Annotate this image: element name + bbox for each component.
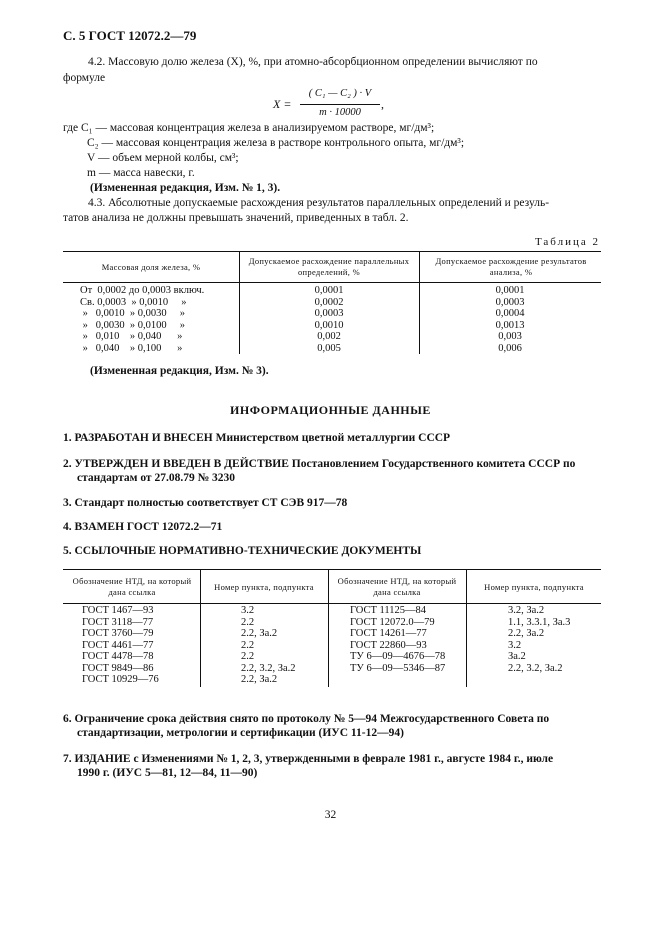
table2-col-parallel: 0,0001 0,0002 0,0003 0,0010 0,002 0,005	[314, 285, 344, 354]
ref-table-vline-6	[466, 603, 467, 687]
ref-table-col-3: ГОСТ 11125—84 ГОСТ 12072.0—79 ГОСТ 14261—77 ГОСТ 22860—93 ТУ 6—09—4676—78 ТУ 6—09—5346—87	[350, 605, 446, 674]
info-item-2-line1: 2. УТВЕРЖДЕН И ВВЕДЕН В ДЕЙСТВИЕ Постановлением Государственного комитета СССР по	[63, 458, 576, 470]
table2-header-mass-fraction: Массовая доля железа, %	[101, 262, 201, 272]
formula-denominator: m · 10000	[319, 107, 361, 118]
info-item-7-line1: 7. ИЗДАНИЕ с Изменениями № 1, 2, 3, утвержденными в феврале 1981 г., августе 1984 г., июле	[63, 753, 554, 765]
amendment-note-3: (Измененная редакция, Изм. № 3).	[90, 365, 269, 377]
table2-vline-2	[419, 251, 420, 282]
table-caption: Таблица 2	[534, 236, 600, 248]
info-title: ИНФОРМАЦИОННЫЕ ДАННЫЕ	[230, 403, 431, 417]
ref-table-vline-4	[200, 603, 201, 687]
table2-vline-1	[239, 251, 240, 282]
where-item-3: V — объем мерной колбы, см³;	[87, 152, 239, 164]
ref-table-header-4: Номер пункта, подпункта	[484, 582, 584, 592]
info-item-7-line2: 1990 г. (ИУС 5—81, 12—84, 11—90)	[77, 767, 258, 779]
ref-table-header-3: Обозначение НТД, на который дана ссылка	[337, 576, 457, 597]
info-item-2-line2: стандартам от 27.08.79 № 3230	[77, 472, 236, 484]
page-header: С. 5 ГОСТ 12072.2—79	[63, 28, 197, 43]
table2-header-result: Допускаемое расхождение результатов анализа, %	[435, 256, 587, 277]
paragraph-4-2-line1: 4.2. Массовую долю железа (X), %, при атомно-абсорбционном определении вычисляют по	[88, 56, 538, 68]
page-number: 32	[324, 809, 337, 821]
info-item-6-line2: стандартизации, метрологии и сертификации (ИУС 11-12—94)	[77, 727, 404, 739]
paragraph-4-3-line1: 4.3. Абсолютные допускаемые расхождения результатов параллельных определений и резуль-	[88, 197, 550, 209]
formula-lhs: X =	[273, 97, 292, 111]
ref-table-vline-1	[200, 569, 201, 603]
info-item-4: 4. ВЗАМЕН ГОСТ 12072.2—71	[63, 521, 223, 533]
ref-table-header-1: Обозначение НТД, на который дана ссылка	[72, 576, 192, 597]
amendment-note-1: (Измененная редакция, Изм. № 1, 3).	[90, 182, 281, 194]
paragraph-4-3-line2: татов анализа не должны превышать значений, приведенных в табл. 2.	[63, 212, 409, 224]
paragraph-4-2-line2: формуле	[63, 72, 106, 84]
ref-table-header-2: Номер пункта, подпункта	[214, 582, 314, 592]
table2-col-result: 0,0001 0,0003 0,0004 0,0013 0,003 0,006	[495, 285, 525, 354]
table2-top-rule	[63, 251, 601, 252]
ref-table-vline-2	[328, 569, 329, 603]
fraction-bar	[300, 104, 380, 105]
info-item-6-line1: 6. Ограничение срока действия снято по протоколу № 5—94 Межгосударственного Совета по	[63, 713, 550, 725]
formula-numerator: ( C₁ — C₂ ) · V	[308, 88, 372, 99]
table2-col-mass-fraction: От 0,0002 до 0,0003 включ. Св. 0,0003 » 0,0010 » » 0,0010 » 0,0030 » » 0,0030 » 0,0100 » » 0,010 » 0,040 » » 0,040 » 0,100 »	[80, 285, 205, 354]
ref-table-col-2: 3.2 2.2 2.2, За.2 2.2 2.2 2.2, 3.2, За.2 2.2, За.2	[241, 605, 296, 685]
info-item-1: 1. РАЗРАБОТАН И ВНЕСЕН Министерством цветной металлургии СССР	[63, 432, 451, 444]
formula-tail: ,	[381, 97, 384, 111]
where-item-2: C₂ — массовая концентрация железа в растворе контрольного опыта, мг/дм³;	[87, 137, 465, 149]
ref-table-vline-3	[466, 569, 467, 603]
where-item-1: где C₁ — массовая концентрация железа в анализируемом растворе, мг/дм³;	[63, 122, 435, 134]
ref-table-vline-5	[328, 603, 329, 687]
where-item-4: m — масса навески, г.	[87, 167, 195, 179]
ref-table-col-1: ГОСТ 1467—93 ГОСТ 3118—77 ГОСТ 3760—79 ГОСТ 4461—77 ГОСТ 4478—78 ГОСТ 9849—86 ГОСТ 10929—76	[82, 605, 159, 685]
info-item-5: 5. ССЫЛОЧНЫЕ НОРМАТИВНО-ТЕХНИЧЕСКИЕ ДОКУМЕНТЫ	[63, 545, 422, 557]
table2-header-rule	[63, 282, 601, 283]
table2-header-parallel: Допускаемое расхождение параллельных определений, %	[248, 256, 410, 277]
ref-table-col-4: 3.2, За.2 1.1, 3.3.1, За.3 2.2, За.2 3.2 За.2 2.2, 3.2, За.2	[508, 605, 571, 674]
ref-table-top-rule	[63, 569, 601, 570]
info-item-3: 3. Стандарт полностью соответствует СТ СЭВ 917—78	[63, 497, 348, 509]
ref-table-header-rule	[63, 603, 601, 604]
